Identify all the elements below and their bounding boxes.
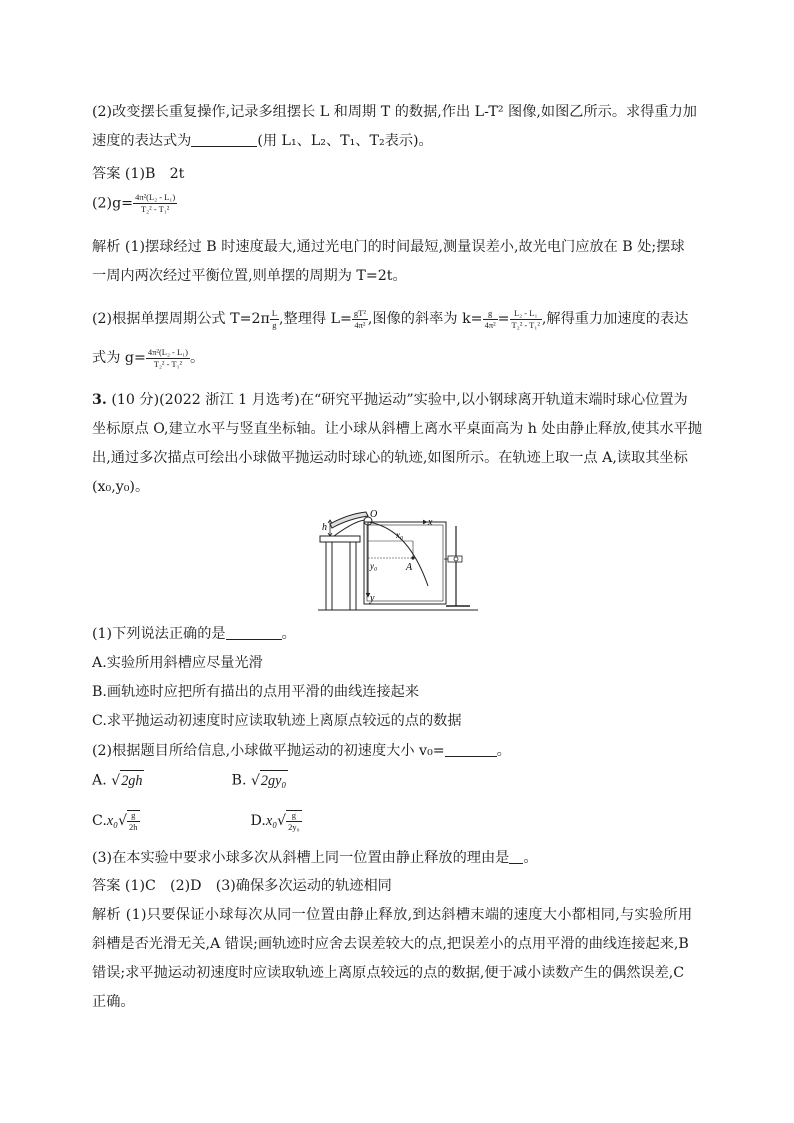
- label-h: h: [322, 522, 327, 533]
- l-fraction: [352, 309, 368, 330]
- q3-header-text1: (10 分)(2022 浙江 1 月选考)在“研究平抛运动”实验中,以小钢球离开轨道末端时球心位置为: [111, 392, 688, 408]
- q2-part2-line2: [92, 131, 433, 151]
- q3-answer: [92, 876, 392, 896]
- q2-answer-fraction: [133, 193, 177, 214]
- choice-c-label: C.: [92, 813, 107, 829]
- q2-analysis-line1: [92, 237, 685, 257]
- q2-analysis-line4-a: 式为 g=: [92, 350, 146, 366]
- q3-part2-text: (2)根据题目所给信息,小球做平抛运动的初速度大小 v₀=: [92, 743, 445, 759]
- q3-header-line1: [92, 390, 688, 410]
- sqrt-l-over-g: [270, 309, 279, 330]
- choice-d-label: D.: [250, 813, 266, 829]
- q3-analysis-label: 解析: [92, 907, 121, 923]
- q2-analysis-line3-a: (2)根据单摆周期公式 T=2π: [92, 311, 270, 327]
- q3-option-a: A.实验所用斜槽应尽量光滑: [92, 655, 263, 671]
- sqrt-symbol: √: [277, 813, 287, 829]
- x-axis-arrow: [423, 520, 427, 524]
- choice-d-num: g: [286, 811, 301, 822]
- q2-analysis-line3-b: ,整理得 L=: [279, 311, 352, 327]
- choice-d-den: 2y₀: [288, 822, 300, 832]
- q3-analysis-line1: [92, 905, 692, 925]
- choice-b-sqrt: [251, 770, 288, 791]
- fraction-denominator: T₂² - T₁²: [140, 204, 170, 214]
- slope-fraction: [510, 309, 542, 330]
- q3-header-line3: 出,通过多次描点可绘出小球做平抛运动时球心的轨迹,如图所示。在轨迹上取一点 A,读取其坐标: [92, 450, 688, 466]
- k-fraction: [483, 309, 498, 330]
- q2-analysis-line3-d: ,解得重力加速度的表达: [541, 311, 689, 327]
- q3-choice-row1: [92, 770, 288, 791]
- q3-choice-row2: [92, 808, 302, 834]
- q2-answer-part2-prefix: (2)g=: [92, 195, 134, 212]
- q2-analysis-line3-c: ,图像的斜率为 k=: [367, 311, 483, 327]
- q2-analysis-line4: [92, 346, 204, 370]
- sqrt-numerator: L: [271, 307, 278, 318]
- label-y0: y₀: [370, 561, 378, 571]
- q3-part1-end: 。: [281, 626, 296, 642]
- board-inner: [367, 525, 443, 601]
- q2-analysis-line4-b: 。: [190, 350, 205, 366]
- clamp-screw: [454, 557, 458, 561]
- l-frac-numerator: gT²: [353, 307, 366, 318]
- q2-analysis-line3: [92, 306, 688, 332]
- q2-answer-label: 答案: [92, 166, 121, 182]
- g-fraction: [146, 348, 190, 369]
- q3-answer-text: (1)C (2)D (3)确保多次运动的轨迹相同: [124, 878, 392, 894]
- point-A: [411, 556, 414, 559]
- q2-part2-line1: (2)改变摆长重复操作,记录多组摆长 L 和周期 T 的数据,作出 L-T² 图像,如图乙所示。求得重力加: [92, 104, 697, 120]
- sqrt-symbol: √: [250, 773, 260, 789]
- slope-frac-numerator: L₂ - L₁: [510, 309, 542, 320]
- q3-analysis-line4: 正确。: [92, 994, 135, 1010]
- k-frac-denominator: 4π²: [484, 319, 496, 330]
- q3-analysis-line2: 斜槽是否光滑无关,A 错误;画轨迹时应舍去误差较大的点,把误差小的点用平滑的曲线连接起来,B: [92, 936, 689, 952]
- q3-number: 3.: [92, 392, 107, 408]
- choice-d-fraction: [286, 810, 301, 832]
- label-A: A: [406, 562, 413, 573]
- answer-blank: [509, 849, 523, 864]
- q3-part1-text: (1)下列说法正确的是: [92, 626, 226, 642]
- choice-b-label: B.: [231, 772, 247, 789]
- choice-c-num: g: [127, 811, 140, 822]
- answer-blank: [445, 742, 497, 757]
- q3-answer-label: 答案: [92, 878, 121, 894]
- label-x: x: [428, 517, 433, 528]
- choice-a-label: A.: [92, 772, 107, 789]
- q3-part2-question: [92, 741, 511, 761]
- l-frac-denominator: 4π²: [354, 319, 366, 330]
- projectile-experiment-figure: [318, 508, 478, 612]
- q2-answer-line1: [92, 164, 184, 184]
- choice-c-den: 2h: [129, 822, 138, 832]
- q2-analysis-label: 解析: [92, 239, 121, 255]
- label-O: O: [370, 509, 378, 520]
- answer-blank: [191, 132, 257, 147]
- q3-option-b: B.画轨迹时应把所有描出的点用平滑的曲线连接起来: [92, 684, 420, 700]
- q2-analysis-text1: (1)摆球经过 B 时速度最大,通过光电门的时间最短,测量误差小,故光电门应放在 B 处;摆球: [124, 239, 685, 255]
- label-x0: x₀: [396, 530, 404, 540]
- g-frac-numerator: 4π²(L₂ - L₁): [147, 346, 189, 357]
- choice-a-sqrt: [111, 770, 144, 791]
- q3-analysis-text1: (1)只要保证小球每次从同一位置由静止释放,到达斜槽末端的速度大小都相同,与实验所用: [125, 907, 693, 923]
- q3-part3-end: 。: [523, 850, 538, 866]
- fraction-numerator: 4π²(L₂ - L₁): [135, 192, 176, 202]
- sqrt-symbol: √: [118, 813, 128, 829]
- q2-part2-line2-pre: 速度的表达式为: [92, 133, 192, 149]
- sqrt-symbol: √: [111, 773, 121, 789]
- q2-part2-line2-post: (用 L₁、L₂、T₁、T₂表示)。: [257, 133, 433, 149]
- k-frac-numerator: g: [483, 309, 498, 320]
- q3-part1-question: [92, 624, 296, 644]
- q2-answer-line2: [92, 193, 177, 214]
- g-frac-denominator: T₂² - T₁²: [153, 358, 183, 369]
- q3-header-line4: (x₀,y₀)。: [92, 479, 150, 495]
- answer-blank: [226, 625, 282, 640]
- q3-part2-end: 。: [496, 743, 511, 759]
- choice-c-x0: x₀: [106, 813, 119, 829]
- q3-part3-text: (3)在本实验中要求小球多次从斜槽上同一位置由静止释放的理由是: [92, 850, 510, 866]
- q3-option-c: C.求平抛运动初速度时应读取轨迹上离原点较远的点的数据: [92, 713, 462, 729]
- q3-part3-question: [92, 848, 538, 868]
- choice-c-sqrt: [118, 808, 139, 834]
- q3-analysis-line3: 错误;求平抛运动初速度时应读取轨迹上离原点较远的点的数据,便于减小读数产生的偶然误差,C: [92, 965, 685, 981]
- choice-c-fraction: [127, 810, 140, 832]
- choice-a-radicand: 2gh: [120, 770, 144, 791]
- label-y: y: [370, 593, 375, 604]
- table-top: [320, 536, 360, 542]
- sqrt-denominator: g: [272, 319, 277, 330]
- q3-header-line2: 坐标原点 O,建立水平与竖直坐标轴。让小球从斜槽上离水平桌面高为 h 处由静止释放,使其水平抛: [92, 421, 702, 437]
- slope-frac-denominator: T₂² - T₁²: [511, 319, 540, 330]
- q2-analysis-line2: 一周内两次经过平衡位置,则单摆的周期为 T=2t。: [92, 268, 407, 284]
- equals-sign: =: [497, 311, 510, 327]
- q2-answer-part1: (1)B 2t: [124, 166, 185, 182]
- choice-d-x0: x₀: [265, 813, 278, 829]
- choice-d-sqrt: [277, 808, 301, 834]
- choice-b-radicand: 2gy₀: [260, 770, 288, 791]
